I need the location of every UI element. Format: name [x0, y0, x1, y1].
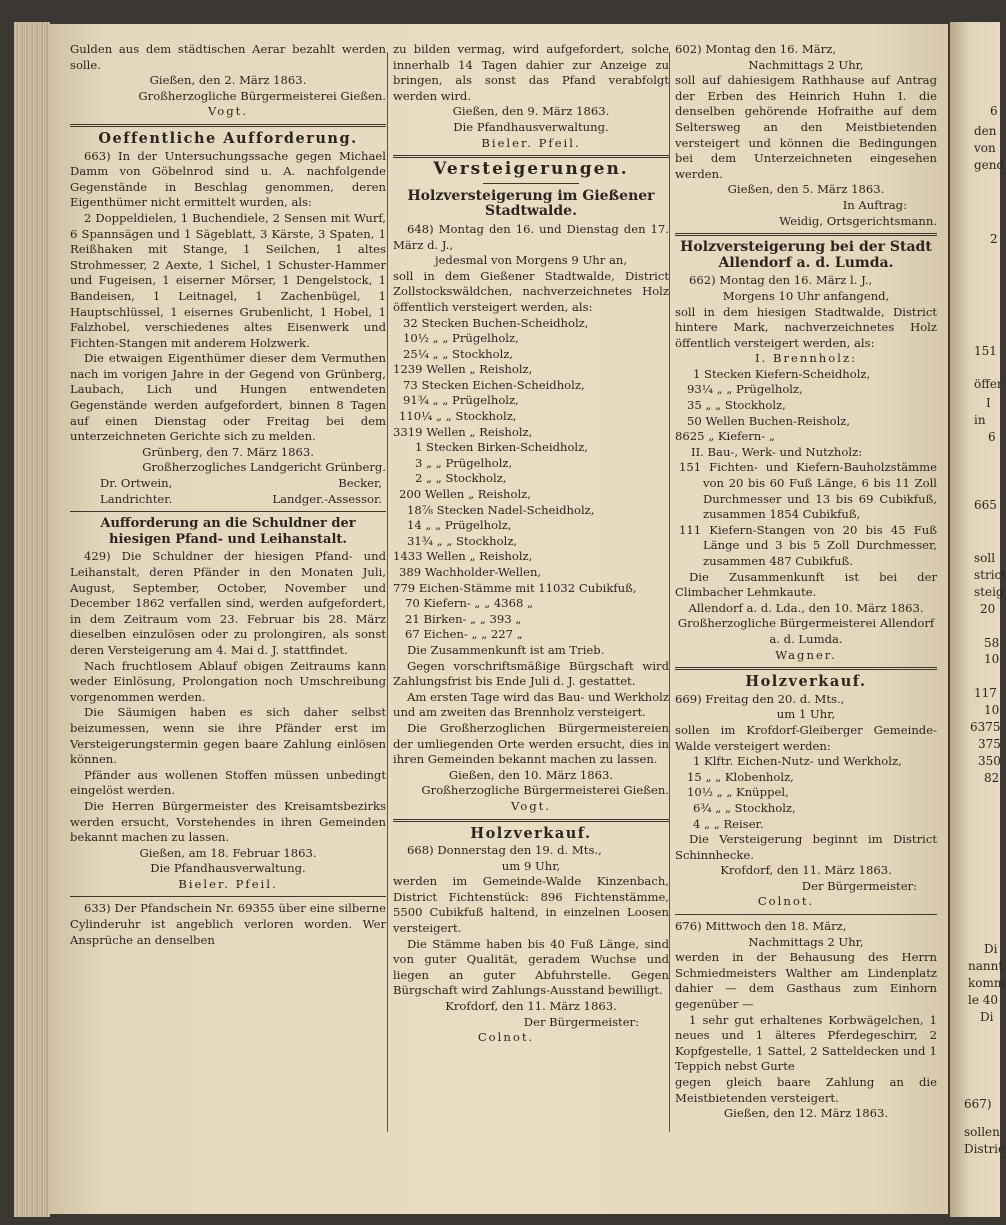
edge-fragment: le 40 — [968, 993, 999, 1007]
signatory-name: Becker, — [338, 476, 382, 491]
list-item: 31¾ „ „ Stockholz, — [407, 533, 518, 548]
column-divider-1 — [387, 52, 388, 1132]
notice-text: zu bilden vermag, wird aufgefordert, solche innerhalb 14 Tagen dahier zur Anzeige zu bringen, als sonst das Pfand verabfolgt werden wird. — [393, 42, 669, 103]
notice-authority: Großherzogliche Bürgermeisterei Gießen. — [138, 88, 386, 103]
list-item: 110¼ „ „ Stockholz, — [399, 409, 517, 424]
notice-signature: Bieler. Pfeil. — [481, 135, 581, 150]
notice-authority: Die Pfandhausverwaltung. — [453, 119, 609, 134]
notice-text: Die Herren Bürgermeister des Kreisamtsbezirks werden ersucht, Vorstehendes in ihren Gemeinden bekannt machen zu lassen. — [70, 798, 386, 845]
section-rule — [675, 914, 937, 915]
list-item: 14 „ „ Prügelholz, — [407, 518, 512, 533]
edge-fragment: 58 — [984, 636, 1000, 650]
notice-date: Gießen, den 10. März 1863. — [448, 767, 614, 782]
notice-date: Allendorf a. d. Lda., den 10. März 1863. — [688, 600, 924, 615]
notice-text: Am ersten Tage wird das Bau- und Werkholz und am zweiten das Brennholz versteigert. — [393, 689, 669, 720]
notice-authority: Der Bürgermeister: — [801, 878, 917, 893]
notice-authority: Großherzogliche Bürgermeisterei Allendorf — [677, 616, 935, 631]
list-item: 1239 Wellen „ Reisholz, — [393, 362, 533, 377]
notice-date: Grünberg, den 7. März 1863. — [142, 444, 314, 459]
list-item: 91¾ „ „ Prügelholz, — [403, 393, 519, 408]
edge-fragment: 375 — [978, 737, 1001, 751]
list-item: 73 Stecken Eichen-Scheidholz, — [403, 377, 585, 392]
edge-fragment: nannt — [968, 959, 1004, 973]
notice-signature: Vogt. — [207, 104, 249, 119]
section-rule — [393, 819, 669, 822]
edge-fragment: komm — [968, 976, 1006, 990]
list-item: 1433 Wellen „ Reisholz, — [393, 549, 533, 564]
sub-heading: II. Bau-, Werk- und Nutzholz: — [691, 444, 863, 459]
notice-text: um 1 Uhr, — [776, 707, 836, 722]
list-item: 35 „ „ Stockholz, — [687, 398, 786, 413]
list-item: 67 Eichen- „ „ 227 „ — [405, 627, 523, 642]
edge-fragment: 6 — [988, 430, 996, 444]
notice-signature: Colnot. — [477, 1030, 535, 1045]
edge-fragment: 6375 — [970, 720, 1001, 734]
notice-signature: Colnot. — [757, 894, 815, 909]
newspaper-page — [48, 24, 948, 1214]
edge-fragment: soll — [974, 551, 996, 565]
section-heading: Holzverkauf. — [745, 673, 867, 691]
section-heading: Holzverkauf. — [470, 824, 592, 842]
list-item: 200 Wellen „ Reisholz, — [399, 487, 531, 502]
notice-text: Gulden aus dem städtischen Aerar bezahlt werden solle. — [70, 42, 386, 72]
list-item: 32 Stecken Buchen-Scheidholz, — [403, 315, 589, 330]
list-item: 1 Stecken Birken-Scheidholz, — [415, 440, 588, 455]
notice-text: 663) In der Untersuchungssache gegen Michael Damm von Göbelnrod sind u. A. nachfolgende Gegenstände in Beschlag genommen, deren Eigenthümer nicht ermittelt wurden, als: — [70, 148, 386, 210]
notice-signature: Bieler. Pfeil. — [178, 876, 278, 891]
notice-text: Morgens 10 Uhr anfangend, — [722, 288, 890, 303]
notice-date: Krofdorf, den 11. März 1863. — [445, 999, 617, 1014]
list-item: 10½ „ „ Prügelholz, — [403, 331, 519, 346]
edge-fragment: Di — [980, 1010, 994, 1024]
notice-text: 648) Montag den 16. und Dienstag den 17. März d. J., — [393, 221, 669, 252]
notice-text: werden im Gemeinde-Walde Kinzenbach, District Fichtenstück: 896 Fichtenstämme, 5500 Cubikfuß haltend, in einzelnen Loosen versteigert. — [393, 874, 669, 936]
edge-fragment: 82 — [984, 771, 1000, 785]
section-heading: Holzversteigerung im Gießener Stadtwalde. — [407, 187, 655, 220]
list-item: 15 „ „ Klobenholz, — [687, 769, 794, 784]
notice-authority: a. d. Lumda. — [769, 631, 843, 646]
notice-text: werden in der Behausung des Herrn Schmiedmeisters Walther am Lindenplatz dahier — dem Gasthaus zum Einhorn gegenüber — — [675, 950, 937, 1012]
notice-text: Nachmittags 2 Uhr, — [748, 934, 864, 949]
notice-text: 2 Doppeldielen, 1 Buchendiele, 2 Sensen mit Wurf, 6 Spannsägen und 1 Sägeblatt, 3 Kärste, 3 Spaten, 1 Reißhaken mit Stange, 1 Seilchen, 1 altes Strohmesser, 2 Aexte, 1 Sichel, 1 Schuster-Hammer und Fugeisen, 1 eiserner Mörser, 1 Dengelstock, 1 Bandeisen, 1 Leitnagel, 1 Zachenbügel, 1 Hauptschlüssel, 1 eisernes Grubenlicht, 1 Hobel, 1 Falzhobel, verschiedenes altes Eisenwerk und Fichten-Stangen mit anderem Holzwerk. — [70, 210, 386, 350]
notice-signature: Weidig, Ortsgerichtsmann. — [779, 213, 937, 228]
list-item: 389 Wachholder-Wellen, — [399, 565, 542, 579]
notice-text: Die Zusammenkunft ist am Trieb. — [407, 642, 605, 657]
notice-date: Gießen, den 5. März 1863. — [727, 182, 885, 197]
short-rule — [483, 183, 580, 184]
notice-text: 1 sehr gut erhaltenes Korbwägelchen, 1 neues und 1 älteres Pferdegeschirr, 2 Kopfgestelle, 1 Sattel, 2 Satteldecken und 1 Teppich nebst Gurte — [675, 1012, 937, 1074]
notice-text: Nachmittags 2 Uhr, — [748, 57, 864, 72]
list-item: 6¾ „ „ Stockholz, — [693, 800, 796, 815]
page-edges — [14, 22, 50, 1217]
notice-text: Die Großherzoglichen Bürgermeistereien der umliegenden Orte werden ersucht, dies in ihren Gemeinden bekannt machen zu lassen. — [393, 720, 669, 767]
notice-date: Gießen, den 12. März 1863. — [723, 1106, 889, 1121]
notice-text: 151 Fichten- und Kiefern-Bauholzstämme von 20 bis 60 Fuß Länge, 6 bis 11 Zoll Durchmesser und 13 bis 69 Cubikfuß, zusammen 1854 Cubikfuß, — [679, 460, 937, 522]
edge-fragment: 665 — [974, 498, 997, 512]
notice-date: Krofdorf, den 11. März 1863. — [720, 863, 892, 878]
notice-text: um 9 Uhr, — [501, 858, 561, 873]
edge-fragment: 2 — [990, 232, 998, 246]
section-rule — [675, 233, 937, 236]
notice-text: gegen gleich baare Zahlung an die Meistbietenden versteigert. — [675, 1075, 937, 1105]
edge-fragment: steig — [974, 585, 1004, 599]
edge-fragment: gend — [974, 158, 1005, 172]
sub-heading: I. Brennholz: — [755, 351, 857, 366]
section-rule — [393, 155, 669, 158]
notice-text: Die etwaigen Eigenthümer dieser dem Vermuthen nach im vorigen Jahre in der Gegend von Grünberg, Laubach, Lich und Hungen entwendeten Gegenstände werden aufgefordert, binnen 8 Tagen auf einen Dienstag oder Freitag bei dem unterzeichneten Gerichte sich zu melden. — [70, 351, 386, 444]
notice-text: Die Stämme haben bis 40 Fuß Länge, sind von guter Qualität, geradem Wuchse und liegen an guter Abfuhrstelle. Gegen Bürgschaft wird Zahlungs-Ausstand bewilligt. — [393, 936, 669, 998]
edge-fragment: in — [974, 413, 986, 427]
notice-text: 669) Freitag den 20. d. Mts., — [675, 691, 845, 706]
list-item: 10½ „ „ Knüppel, — [687, 785, 789, 800]
notice-text: sollen im Krofdorf-Gleiberger Gemeinde-Walde versteigert werden: — [675, 722, 937, 753]
notice-text: Die Säumigen haben es sich daher selbst beizumessen, wenn sie ihre Pfänder erst im Versteigerungstermin gegen baare Zahlung einlösen können. — [70, 705, 386, 767]
edge-fragment: Di — [984, 942, 998, 956]
edge-fragment: 350 — [978, 754, 1001, 768]
section-heading: Versteigerungen. — [433, 159, 629, 180]
notice-text: soll in dem Gießener Stadtwalde, District Zollstockswäldchen, nachverzeichnetes Holz öffentlich versteigert werden, als: — [393, 268, 669, 314]
notice-text: soll auf dahiesigem Rathhause auf Antrag der Erben des Heinrich Huhn I. die denselben gehörende Hofraithe auf dem Seltersweg an den Meistbietenden versteigert und können die Bedingungen bei dem Unterzeichneten eingesehen werden. — [675, 73, 937, 181]
edge-fragment: I — [986, 396, 991, 410]
list-item: 25¼ „ „ Stockholz, — [403, 346, 514, 361]
section-rule — [70, 896, 386, 897]
edge-fragment: sollen — [964, 1125, 1000, 1139]
list-item: 70 Kiefern- „ „ 4368 „ — [405, 596, 534, 611]
list-item: 50 Wellen Buchen-Reisholz, — [687, 413, 851, 428]
adjacent-page-edge — [950, 22, 1006, 1217]
notice-authority: In Auftrag: — [842, 197, 907, 212]
edge-fragment: von — [974, 141, 996, 155]
edge-fragment: den — [974, 124, 997, 138]
notice-text: Die Zusammenkunft ist bei der Climbacher Lehmkaute. — [675, 569, 937, 600]
notice-text: 676) Mittwoch den 18. März, — [675, 919, 847, 934]
notice-date: Gießen, den 2. März 1863. — [149, 73, 307, 88]
edge-fragment: Distric — [964, 1142, 1005, 1156]
list-item: 3 „ „ Prügelholz, — [415, 455, 513, 470]
section-rule — [70, 511, 386, 512]
notice-text: jedesmal von Morgens 9 Uhr an, — [434, 253, 628, 268]
list-item: 4 „ „ Reiser. — [693, 816, 764, 831]
notice-date: Gießen, den 9. März 1863. — [452, 104, 610, 119]
list-item: 18⅞ Stecken Nadel-Scheidholz, — [407, 502, 595, 517]
notice-text: Pfänder aus wollenen Stoffen müssen unbedingt eingelöst werden. — [70, 767, 386, 798]
section-heading: Oeffentliche Aufforderung. — [98, 129, 358, 147]
notice-text: 429) Die Schuldner der hiesigen Pfand- und Leihanstalt, deren Pfänder in den Monaten Juli, August, September, October, November und December 1862 verfallen sind, werden aufgefordert, in dem Zeitraum vom 23. Februar bis 28. März dieselben einzulösen oder zu prolongiren, als sonst deren Versteigerung am 4. Mai d. J. stattfindet. — [70, 549, 386, 657]
notice-text: Nach fruchtlosem Ablauf obigen Zeitraums kann weder Einlösung, Prolongation noch Umschreibung vorgenommen werden. — [70, 658, 386, 704]
edge-fragment: öffer — [974, 377, 1003, 391]
list-item: 21 Birken- „ „ 393 „ — [405, 611, 522, 626]
section-heading: Holzversteigerung bei der Stadt Allendorf a. d. Lumda. — [680, 239, 932, 271]
edge-fragment: strict — [974, 568, 1006, 582]
notice-signature: Vogt. — [510, 798, 552, 813]
column-divider-2 — [669, 52, 670, 1132]
section-rule — [70, 124, 386, 127]
section-heading: Aufforderung an die Schuldner der hiesigen Pfand- und Leihanstalt. — [100, 516, 356, 547]
wood-list — [393, 316, 669, 643]
edge-fragment: 667) — [964, 1097, 992, 1111]
notice-authority: Großherzogliche Bürgermeisterei Gießen. — [421, 783, 669, 798]
notice-text: 662) Montag den 16. März l. J., — [689, 273, 873, 288]
notice-signature: Wagner. — [775, 647, 837, 662]
notice-text: 602) Montag den 16. März, — [675, 42, 837, 56]
list-item: 779 Eichen-Stämme mit 11032 Cubikfuß, — [393, 580, 637, 595]
notice-text: 633) Der Pfandschein Nr. 69355 über eine silberne Cylinderuhr ist angeblich verloren worden. Wer Ansprüche an denselben — [70, 901, 386, 947]
edge-fragment: 151 — [974, 344, 997, 358]
column-3 — [675, 42, 937, 1122]
column-1 — [70, 42, 386, 948]
list-item: 1 Stecken Kiefern-Scheidholz, — [693, 366, 871, 381]
signatory-title: Landrichter. — [100, 491, 173, 506]
edge-fragment: 117 — [974, 686, 997, 700]
notice-text: 668) Donnerstag den 19. d. Mts., — [407, 843, 602, 858]
notice-text: 111 Kiefern-Stangen von 20 bis 45 Fuß Länge und 3 bis 5 Zoll Durchmesser, zusammen 487 Cubikfuß. — [679, 522, 937, 568]
column-2 — [393, 42, 669, 1046]
list-item: 8625 „ Kiefern- „ — [675, 429, 775, 444]
notice-text: Gegen vorschriftsmäßige Bürgschaft wird Zahlungsfrist bis Ende Juli d. J. gestattet. — [393, 658, 669, 689]
notice-authority: Großherzogliches Landgericht Grünberg. — [142, 460, 386, 475]
notice-text: soll in dem hiesigen Stadtwalde, District hintere Mark, nachverzeichnetes Holz öffentlich versteigert werden, als: — [675, 304, 937, 350]
list-item: 3319 Wellen „ Reisholz, — [393, 424, 533, 439]
list-item: 93¼ „ „ Prügelholz, — [687, 382, 803, 397]
notice-authority: Der Bürgermeister: — [523, 1014, 639, 1029]
signatory-name: Dr. Ortwein, — [100, 476, 173, 491]
list-item: 2 „ „ Stockholz, — [415, 471, 507, 486]
notice-authority: Die Pfandhausverwaltung. — [150, 861, 306, 876]
list-item: 1 Klftr. Eichen-Nutz- und Werkholz, — [693, 754, 902, 769]
edge-fragment: 20 — [980, 602, 996, 616]
edge-fragment: 10 — [984, 703, 1000, 717]
notice-date: Gießen, am 18. Februar 1863. — [139, 845, 317, 860]
notice-text: Die Versteigerung beginnt im District Schinnhecke. — [675, 832, 937, 862]
edge-fragment: 10 — [984, 652, 1000, 666]
section-rule — [675, 667, 937, 670]
signatory-title: Landger.-Assessor. — [272, 491, 382, 506]
edge-fragment: 6 — [990, 104, 998, 118]
